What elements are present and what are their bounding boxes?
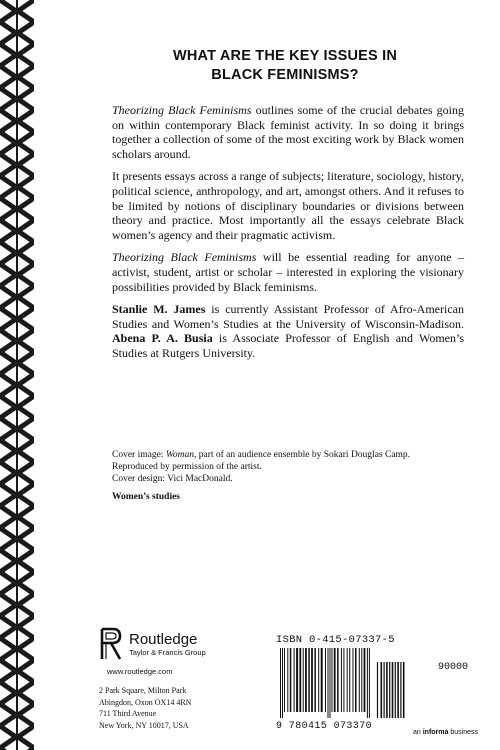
book-title: Theorizing Black Feminisms [112, 103, 252, 117]
publisher-url: www.routledge.com [107, 667, 173, 676]
barcode-bar [334, 648, 336, 712]
editor-name-2: Abena P. A. Busia [112, 331, 213, 346]
informa-brand: informa [422, 729, 449, 736]
blurb-body [112, 103, 464, 369]
barcode-bar [367, 648, 368, 718]
blurb-paragraph-3 [112, 250, 464, 294]
credit-line-3: Cover design: Vici MacDonald. [112, 474, 233, 484]
routledge-logo-icon [99, 627, 123, 661]
barcode-bar [403, 662, 405, 718]
subject-category: Women’s studies [112, 492, 181, 502]
barcode-bar [384, 662, 385, 718]
editors-paragraph [112, 302, 464, 360]
address-line: 2 Park Square, Milton Park [99, 686, 187, 695]
barcode-bar [337, 648, 339, 712]
barcode-bar [290, 648, 292, 712]
barcode-bar [347, 648, 348, 712]
heading-line-1: WHAT ARE THE KEY ISSUES IN [172, 48, 398, 64]
zigzag-pattern [0, 0, 34, 750]
barcode-bar [296, 648, 298, 712]
publisher-name: Routledge [129, 630, 198, 648]
editor-bio-2: is Associate Professor of English and Women’s Studies at Rutgers University. [112, 331, 465, 360]
barcode-bar [305, 648, 307, 712]
footer-prefix: an [413, 729, 423, 736]
barcode-bar [311, 648, 313, 712]
barcode-bar [330, 648, 331, 718]
barcode-bar [355, 648, 357, 712]
barcode-bar [280, 648, 281, 718]
informa-footer [413, 729, 478, 736]
editor-bio-1: is currently Assistant Professor of Afro-American Studies and Women’s Studies at the University of Wisconsin-Madison. [112, 302, 464, 331]
ean-number: 9 780415 073370 [276, 721, 373, 732]
artwork-title: Woman [165, 450, 194, 460]
decorative-border [0, 0, 34, 750]
blurb-paragraph-1 [112, 103, 464, 161]
barcode-bar [397, 662, 399, 718]
barcode-bar [395, 662, 396, 718]
barcode-bar [392, 662, 394, 718]
barcode-bar [303, 648, 304, 712]
barcode-bar [332, 648, 333, 712]
barcode-bar [389, 662, 390, 718]
cover-credits [112, 449, 432, 485]
credit-prefix: Cover image: [112, 450, 166, 460]
barcode-bar [353, 648, 354, 712]
publisher-address [99, 685, 206, 731]
address-line: 711 Third Avenue [99, 709, 157, 718]
address-line: Abingdon, Oxon OX14 4RN [99, 697, 192, 707]
barcode-bar [359, 648, 360, 712]
price-code: 90000 [437, 662, 468, 673]
editor-name-1: Stanlie M. James [112, 302, 206, 317]
barcode-bar [364, 648, 366, 712]
barcode-bars [276, 648, 472, 720]
heading-line-2: BLACK FEMINISMS? [211, 67, 359, 83]
credit-line-2: Reproduced by permission of the artist. [112, 462, 262, 472]
barcode-bar [361, 648, 362, 712]
barcode-bar [328, 648, 329, 718]
barcode-bar [381, 662, 383, 718]
barcode-bar [349, 648, 350, 712]
isbn-label: ISBN 0-415-07337-5 [276, 634, 395, 646]
barcode-bar [308, 648, 310, 712]
barcode [276, 648, 472, 720]
publisher-group: Taylor & Francis Group [129, 647, 206, 657]
publisher-block [99, 627, 206, 731]
barcode-bar [318, 648, 319, 712]
barcode-block [276, 634, 472, 732]
barcode-bar [343, 648, 344, 712]
footer-suffix: business [448, 729, 478, 736]
barcode-bar [325, 648, 326, 712]
barcode-bar [369, 648, 370, 718]
barcode-bar [321, 648, 323, 712]
book-title: Theorizing Black Feminisms [112, 250, 257, 265]
barcode-bar [386, 662, 388, 718]
blurb-text: outlines some of the crucial debates going on within contemporary Black feminist activity. In so doing it brings together a collection of some of the most exciting work by Black women scholars around. [112, 103, 464, 161]
barcode-bar [299, 648, 301, 712]
barcode-bar [282, 648, 283, 718]
blurb-text: will be essential reading for anyone – activist, student, artist or scholar – interested in exploring the visionary possibilities provided by Black feminisms. [112, 250, 464, 294]
barcode-bar [314, 648, 316, 712]
publisher-logo [99, 627, 206, 661]
barcode-bar [287, 648, 288, 712]
barcode-bar [400, 662, 401, 718]
credit-rest: , part of an audience ensemble by Sokari Douglas Camp. [193, 450, 411, 460]
barcode-bar [294, 648, 295, 712]
page-heading [100, 47, 470, 85]
address-line: New York, NY 10017, USA [99, 720, 189, 730]
credit-line-1 [112, 449, 432, 461]
barcode-bar [284, 648, 285, 712]
barcode-bar [341, 648, 342, 712]
barcode-bar [377, 662, 378, 718]
blurb-paragraph-2: It presents essays across a range of subjects; literature, sociology, history, political science, anthropology, and art, amongst others. And it refuses to be limited by notions of disciplinary boundaries or divisions between theory and practice. Most importantly all the essays celebrate Black women’s agency and their pragmatic activism. [112, 169, 465, 242]
